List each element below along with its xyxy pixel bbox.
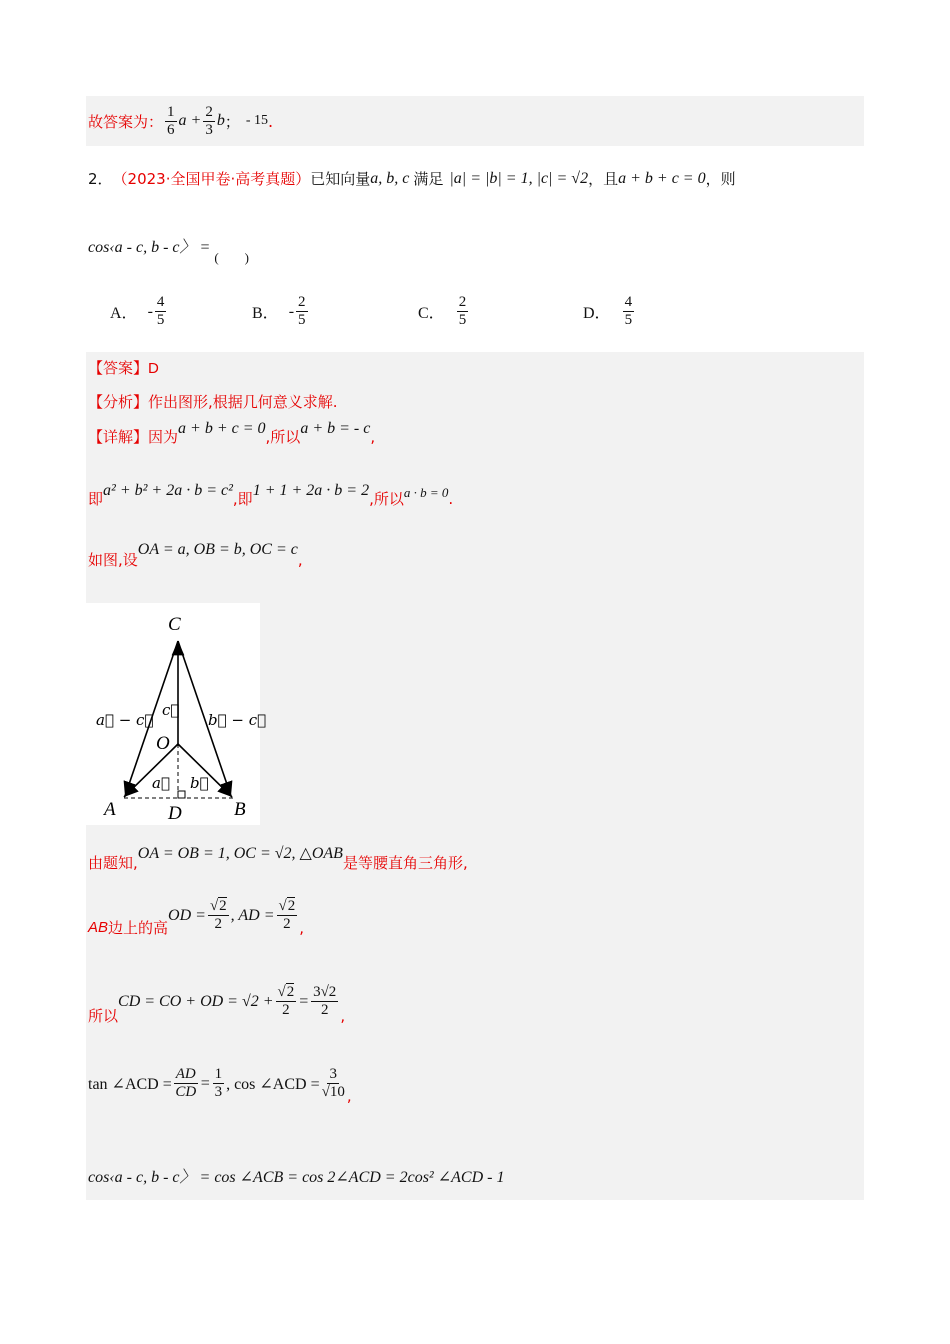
question-text-3: ，且	[588, 170, 619, 188]
label-c: C	[168, 614, 181, 635]
vector-figure	[86, 603, 267, 825]
question-vectors: a, b, c	[370, 169, 410, 187]
option-c[interactable]: C． $\frac{2}{5}$	[418, 294, 467, 328]
label-a: A	[104, 799, 116, 820]
question-source: （2023·全国甲卷·高考真题）	[112, 170, 311, 188]
answer-prefix: 故答案为：	[88, 112, 164, 131]
cos-frac: $\frac{3}{√10}$	[321, 1066, 345, 1100]
cd-frac-1: $\frac{√2}{2}$	[277, 984, 295, 1018]
label-vec-a-minus-c: a⃗ − c⃗	[96, 711, 154, 729]
detail-row: 【详解】 因为 a + b + c = 0 ,所以 a + b = - c ,	[88, 419, 376, 446]
vector-diagram	[86, 603, 267, 825]
question-text-2: 满足	[413, 170, 444, 188]
answer-value: - 15	[245, 113, 268, 128]
question-expression: cos‹a - c, b - c〉 =	[88, 239, 211, 256]
answer-frac-1: $\frac{1}{6}$	[167, 103, 175, 138]
tan-value-frac: $\frac{1}{3}$	[214, 1066, 223, 1100]
label-vec-c: c⃗	[162, 701, 180, 719]
question-condition-2: a + b + c = 0	[618, 169, 706, 187]
question-line	[88, 168, 736, 189]
label-vec-b-minus-c: b⃗ − c⃗	[208, 711, 267, 729]
analysis-row: 【分析】作出图形,根据几何意义求解.	[88, 393, 338, 411]
set-vectors-row: 如图,设 OA = a, OB = b, OC = c ,	[88, 540, 303, 569]
tan-frac: $\frac{AD}{CD}$	[175, 1066, 197, 1100]
ad-frac: $\frac{√2}{2}$	[278, 898, 296, 932]
label-o: O	[156, 733, 170, 754]
option-a[interactable]: A． - $\frac{4}{5}$	[110, 294, 165, 328]
question-text-4: ，则	[705, 170, 736, 188]
question-condition: |a| = |b| = 1, |c| = √2	[449, 169, 589, 187]
od-frac: $\frac{√2}{2}$	[209, 898, 227, 932]
label-d: D	[168, 803, 182, 824]
height-row: AB 边上的高 OD = $\frac{√2}{2}$ , AD = $\frac{√2}{2}$ ,	[88, 898, 305, 937]
answer-row: 【答案】D	[88, 359, 159, 377]
cd-row: 所以 CD = CO + OD = √2 + $\frac{√2}{2}$ = $\frac{3√2}{2}$ ,	[88, 984, 346, 1025]
answer-line	[88, 100, 273, 142]
question-expression-line	[88, 234, 249, 265]
dot-product-row: 即 a² + b² + 2a · b = c² ,即 1 + 1 + 2a · b = 2 ,所以 a · b = 0 .	[88, 481, 454, 508]
label-vec-a: a⃗	[152, 774, 170, 792]
question-paren: ( )	[214, 250, 249, 265]
option-a-frac: $\frac{4}{5}$	[156, 294, 165, 328]
given-row: 由题知, OA = OB = 1, OC = √2, △OAB 是等腰直角三角形,	[88, 844, 468, 872]
option-b[interactable]: B． - $\frac{2}{5}$	[252, 294, 306, 328]
option-d[interactable]: D． $\frac{4}{5}$	[583, 294, 633, 328]
answer-dot: .	[268, 111, 274, 131]
right-angle-mark	[178, 791, 185, 798]
cd-frac-2: $\frac{3√2}{2}$	[313, 984, 337, 1018]
question-text-1: 已知向量	[310, 170, 371, 188]
answer-term-2: b	[216, 112, 225, 129]
answer-term-1: a +	[178, 112, 202, 129]
label-b: B	[234, 799, 246, 820]
answer-frac-2: $\frac{2}{3}$	[205, 103, 213, 138]
answer-sep: ；	[224, 112, 240, 131]
question-number: 2．	[88, 170, 113, 188]
option-c-frac: $\frac{2}{5}$	[458, 294, 467, 328]
option-b-frac: $\frac{2}{5}$	[298, 294, 306, 328]
option-d-frac: $\frac{4}{5}$	[624, 294, 633, 328]
tan-row: tan ∠ACD = $\frac{AD}{CD}$ = $\frac{1}{3}$ , cos ∠ACD = $\frac{3}{√10}$ ,	[88, 1066, 352, 1105]
label-vec-b: b⃗	[190, 774, 209, 792]
final-row: cos‹a - c, b - c〉 = cos ∠ACB = cos 2∠ACD = 2cos² ∠ACD - 1	[88, 1169, 505, 1186]
